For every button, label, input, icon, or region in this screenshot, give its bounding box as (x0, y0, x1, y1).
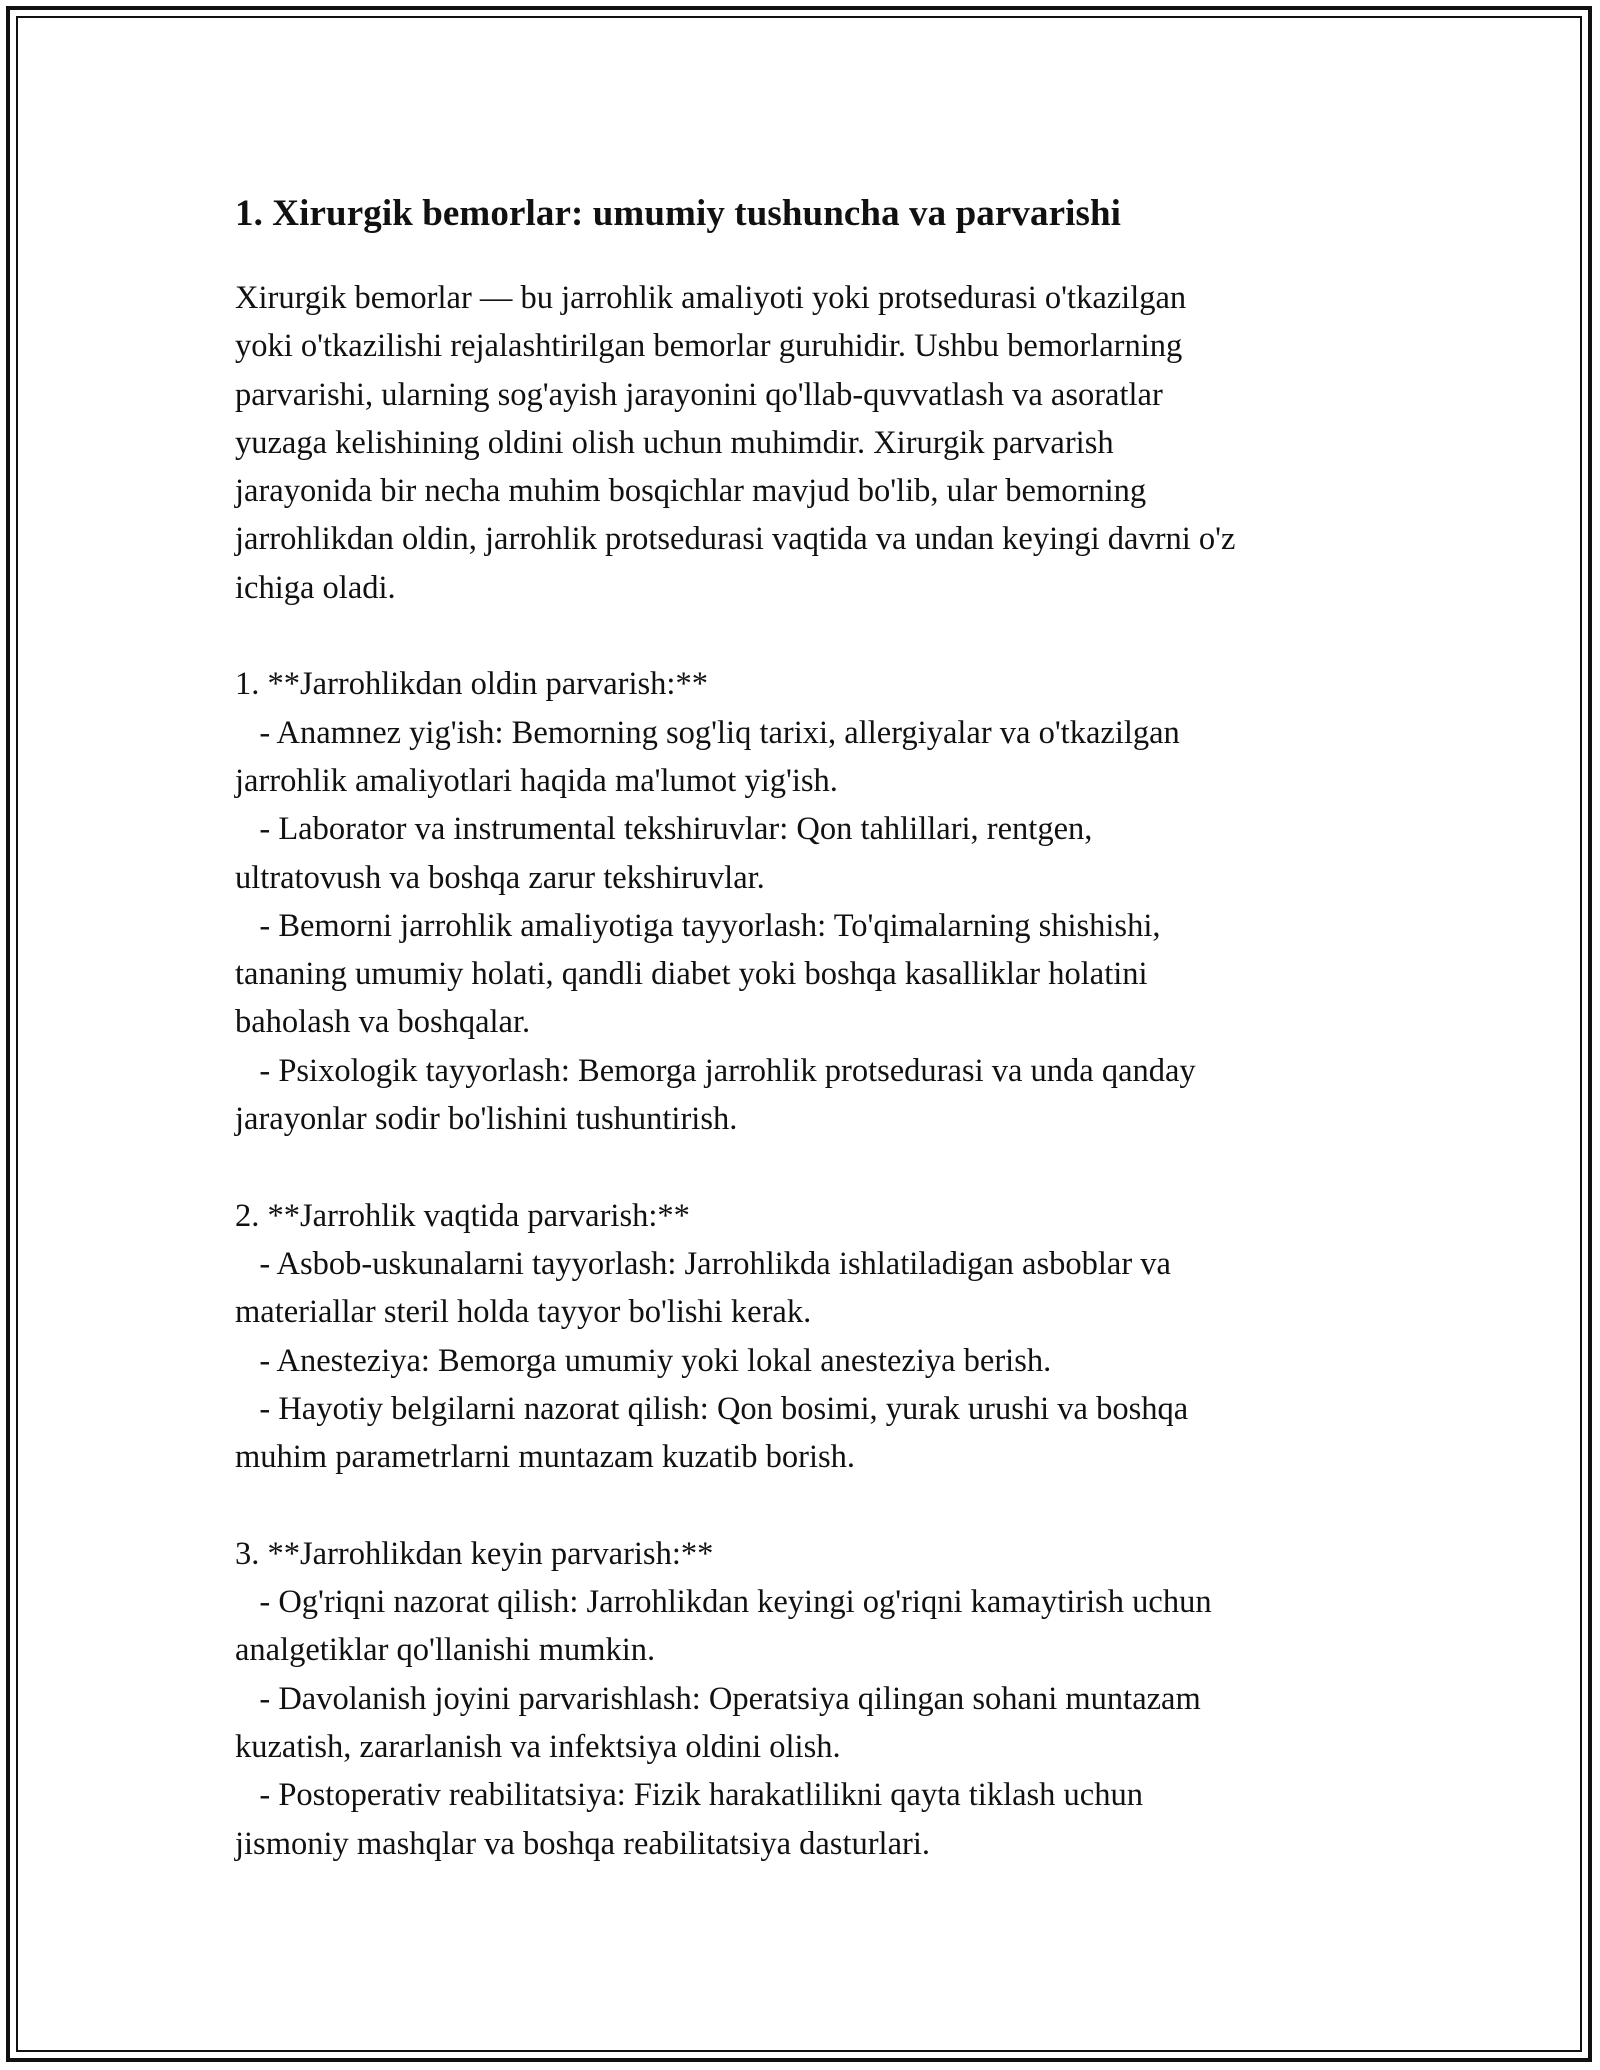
section-line: - Asbob-uskunalarni tayyorlash: Jarrohlikda ishlatiladigan asboblar va (235, 1245, 1171, 1282)
section-heading: 3. **Jarrohlikdan keyin parvarish:** (235, 1535, 714, 1572)
document-title: 1. Xirurgik bemorlar: umumiy tushuncha va parvarishi (235, 193, 1122, 234)
section-line: materiallar steril holda tayyor bo'lishi kerak. (235, 1294, 812, 1331)
section-line: kuzatish, zararlanish va infektsiya oldini olish. (235, 1728, 841, 1765)
section-postoperative (235, 1530, 1385, 1868)
intro-line: jarayonida bir necha muhim bosqichlar mavjud bo'lib, ular bemorning (235, 473, 1147, 510)
intro-line: parvarishi, ularning sog'ayish jarayonini qo'llab-quvvatlash va asoratlar (235, 376, 1163, 413)
section-line: jarayonlar sodir bo'lishini tushuntirish. (235, 1101, 738, 1138)
section-line: - Og'riqni nazorat qilish: Jarrohlikdan keyingi og'riqni kamaytirish uchun (235, 1584, 1212, 1621)
section-preoperative (235, 660, 1385, 1143)
paragraph-gap (235, 612, 1385, 660)
section-line: - Laborator va instrumental tekshiruvlar: Qon tahlillari, rentgen, (235, 811, 1093, 848)
intro-line: ichiga oladi. (235, 569, 396, 606)
intro-line: jarrohlikdan oldin, jarrohlik protsedurasi vaqtida va undan keyingi davrni o'z (235, 521, 1236, 558)
section-heading: 1. **Jarrohlikdan oldin parvarish:** (235, 666, 708, 703)
section-line: - Hayotiy belgilarni nazorat qilish: Qon bosimi, yurak urushi va boshqa (235, 1390, 1189, 1427)
section-line: - Anamnez yig'ish: Bemorning sog'liq tarixi, allergiyalar va o'tkazilgan (235, 714, 1180, 751)
section-line: baholash va boshqalar. (235, 1004, 531, 1041)
intro-line: Xirurgik bemorlar — bu jarrohlik amaliyoti yoki protsedurasi o'tkazilgan (235, 280, 1187, 316)
section-line: - Davolanish joyini parvarishlash: Operatsiya qilingan sohani muntazam (235, 1680, 1201, 1717)
document-body (235, 186, 1385, 1868)
section-heading: 2. **Jarrohlik vaqtida parvarish:** (235, 1197, 690, 1234)
intro-line: yoki o'tkazilishi rejalashtirilgan bemorlar guruhidir. Ushbu bemorlarning (235, 328, 1183, 365)
section-line: ultratovush va boshqa zarur tekshiruvlar. (235, 859, 765, 896)
paragraph-gap (235, 1143, 1385, 1191)
section-intraoperative (235, 1192, 1385, 1482)
section-line: tananing umumiy holati, qandli diabet yoki boshqa kasalliklar holatini (235, 956, 1148, 993)
section-line: jarrohlik amaliyotlari haqida ma'lumot yig'ish. (235, 762, 838, 799)
section-line: analgetiklar qo'llanishi mumkin. (235, 1632, 656, 1669)
section-line: jismoniy mashqlar va boshqa reabilitatsiya dasturlari. (235, 1825, 930, 1862)
section-line: - Anesteziya: Bemorga umumiy yoki lokal anesteziya berish. (235, 1342, 1052, 1379)
intro-line: yuzaga kelishining oldini olish uchun muhimdir. Xirurgik parvarish (235, 424, 1114, 461)
section-line: - Postoperativ reabilitatsiya: Fizik harakatlilikni qayta tiklash uchun (235, 1777, 1143, 1814)
intro-paragraph (235, 274, 1385, 612)
section-line: - Psixologik tayyorlash: Bemorga jarrohlik protsedurasi va unda qanday (235, 1052, 1196, 1089)
section-line: - Bemorni jarrohlik amaliyotiga tayyorlash: To'qimalarning shishishi, (235, 907, 1161, 944)
section-line: muhim parametrlarni muntazam kuzatib borish. (235, 1439, 856, 1476)
paragraph-gap (235, 1481, 1385, 1529)
